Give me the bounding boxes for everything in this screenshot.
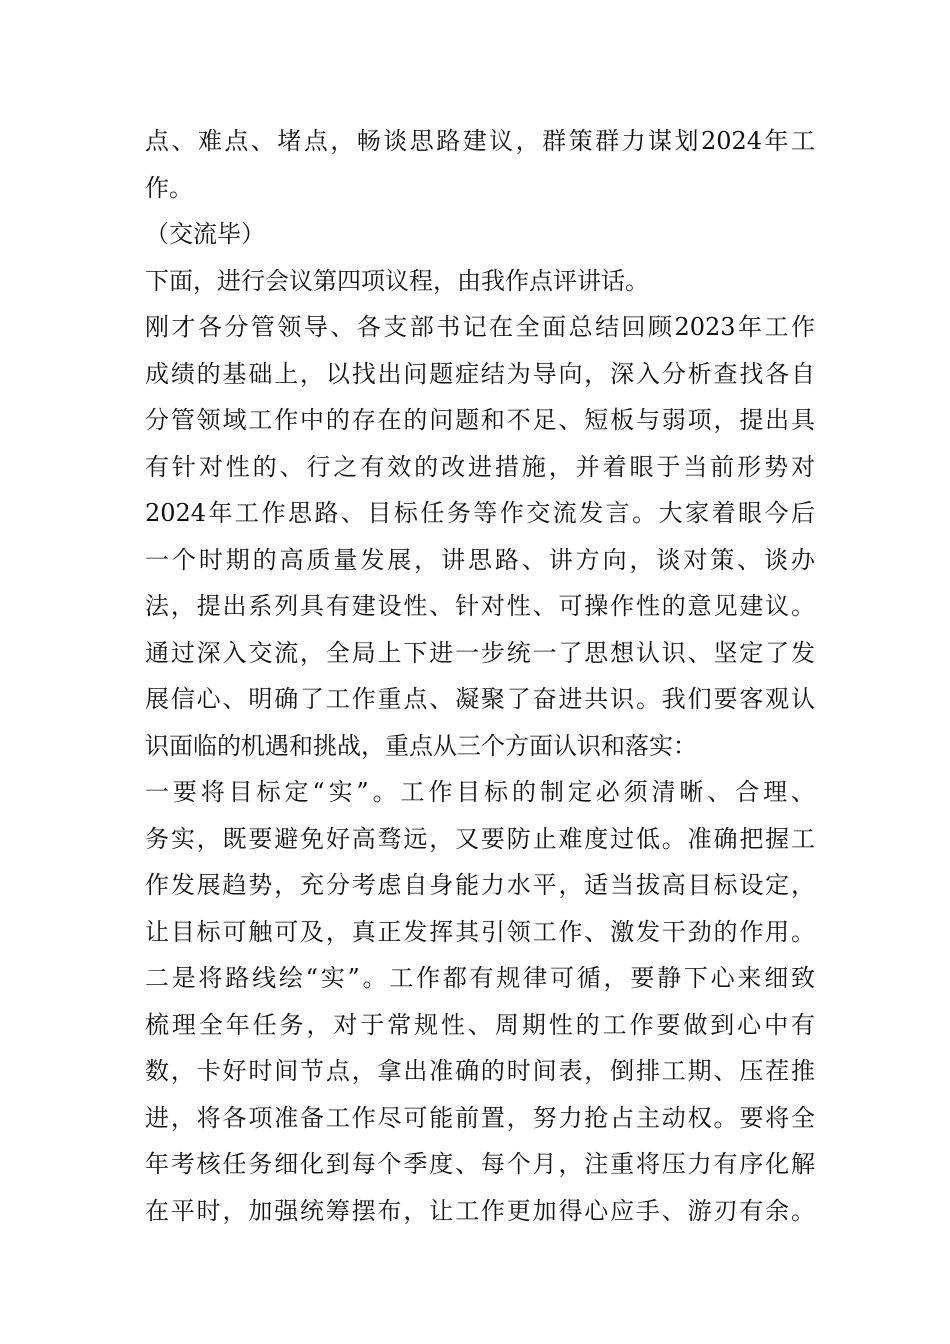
text-line: 通过深入交流，全局上下进一步统一了思想认识、坚定了发 — [145, 638, 815, 667]
text-line: 作发展趋势，充分考虑自身能力水平，适当拔高目标设定， — [145, 871, 815, 899]
text-line: 年考核任务细化到每个季度、每个月，注重将压力有序化解 — [145, 1150, 815, 1178]
text-line: 务实，既要避免好高骛远，又要防止难度过低。准确把握工 — [145, 824, 815, 853]
text-line: 数，卡好时间节点，拿出准确的时间表，倒排工期、压茬推 — [145, 1057, 815, 1085]
text-line: 作。 — [145, 173, 193, 202]
text-line: 分管领域工作中的存在的问题和不足、短板与弱项，提出具 — [145, 406, 815, 434]
text-line: 在平时，加强统筹摆布，让工作更加得心应手、游刃有余。 — [145, 1196, 815, 1225]
text-line: 二是将路线绘“实”。工作都有规律可循，要静下心来细致 — [145, 964, 815, 992]
text-line: 成绩的基础上，以找出问题症结为导向，深入分析查找各自 — [145, 359, 815, 388]
document-body — [145, 118, 815, 1234]
text-line: 有针对性的、行之有效的改进措施，并着眼于当前形势对 — [145, 452, 815, 481]
text-line: 法，提出系列具有建设性、针对性、可操作性的意见建议。 — [145, 592, 815, 620]
text-line: 展信心、明确了工作重点、凝聚了奋进共识。我们要客观认 — [145, 685, 815, 713]
text-line: 一要将目标定“实”。工作目标的制定必须清晰、合理、 — [145, 778, 815, 806]
text-line: 一个时期的高质量发展，讲思路、讲方向，谈对策、谈办 — [145, 545, 815, 574]
text-line: 下面，进行会议第四项议程，由我作点评讲话。 — [145, 266, 649, 295]
text-line: 梳理全年任务，对于常规性、周期性的工作要做到心中有 — [145, 1010, 815, 1039]
text-line: 让目标可触可及，真正发挥其引领工作、激发干劲的作用。 — [145, 917, 815, 946]
text-line: 刚才各分管领导、各支部书记在全面总结回顾2023年工作 — [145, 313, 815, 341]
text-line: （交流毕） — [145, 220, 265, 248]
text-line: 2024年工作思路、目标任务等作交流发言。大家着眼今后 — [145, 499, 815, 527]
text-line: 点、难点、堵点，畅谈思路建议，群策群力谋划2024年工 — [145, 127, 815, 155]
text-line: 识面临的机遇和挑战，重点从三个方面认识和落实： — [145, 731, 697, 760]
text-line: 进，将各项准备工作尽可能前置，努力抢占主动权。要将全 — [145, 1103, 815, 1132]
